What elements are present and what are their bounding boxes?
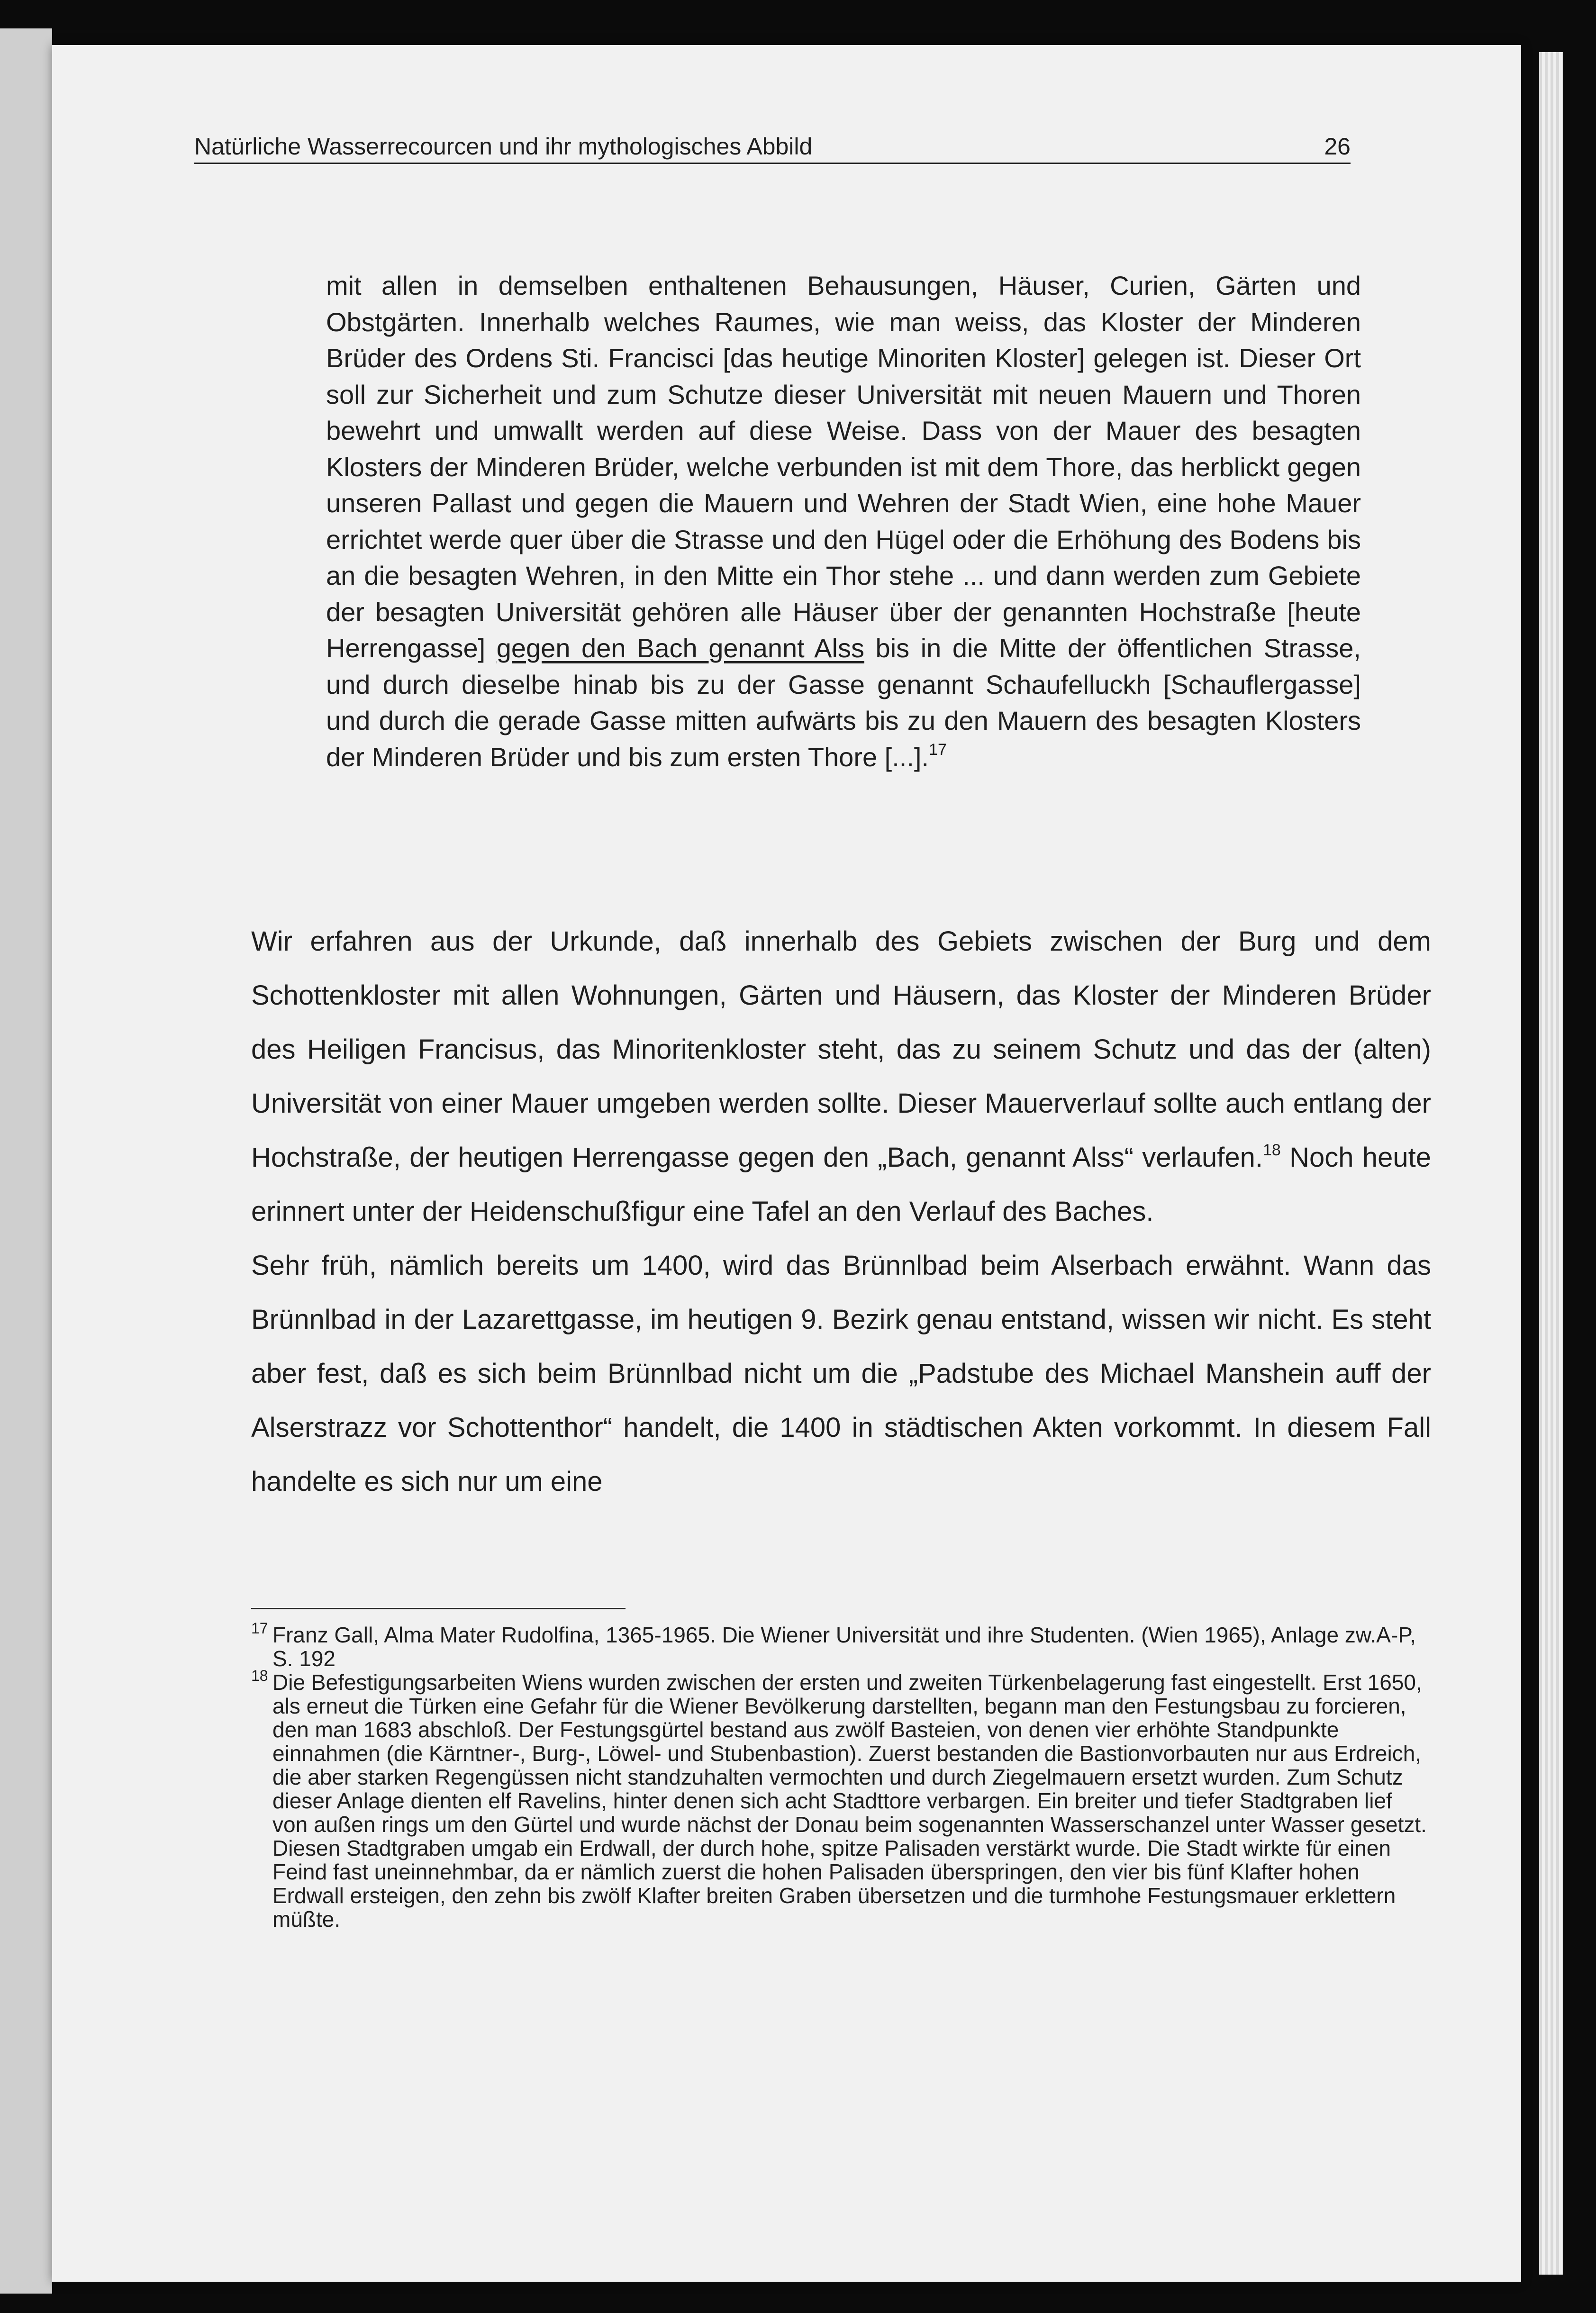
paragraph-2: Sehr früh, nämlich bereits um 1400, wird das Brünnlbad beim Alserbach erwähnt. Wann das Brünnlbad in der Lazarettgasse, im heutigen 9. Bezirk genau entstand, wissen wir nicht. Es steht aber fest, daß es sich beim Brünnlbad nicht um die „Padstube des Michael Manshein auff der Alserstrazz vor Schottenthor“ handelt, die 1400 in städtischen Akten vorkommt. In diesem Fall handelte es sich nur um eine xyxy=(251,1250,1431,1497)
footnote-text: Die Befestigungsarbeiten Wiens wurden zwischen der ersten und zweiten Türkenbelagerung fast eingestellt. Erst 1650, als erneut die Türken eine Gefahr für die Wiener Bevölkerung darstellten, begann man den Festungsbau zu forcieren, den man 1683 abschloß. Der Festungsgürtel bestand aus zwölf Basteien, von denen vier erhöhte Standpunkte einnahmen (die Kärntner-, Burg-, Löwel- und Stubenbastion). Zuerst bestanden die Bastionvorbauten nur aus Erdreich, die aber starken Regengüssen nicht standzuhalten vermochten und durch Ziegelmauern ersetzt wurden. Zum Schutz dieser Anlage dienten elf Ravelins, hinter denen sich acht Stadttore verbargen. Ein breiter und tiefer Stadtgraben lief von außen rings um den Gürtel und wurde nächst der Donau beim sogenannten Wasserschanzel unter Wasser gesetzt. Diesen Stadtgraben umgab ein Erdwall, der durch hohe, spitze Palisaden verstärkt wurde. Die Stadt wirkte für einen Feind fast uneinnehmbar, da er nämlich zuerst die hohen Palisaden überspringen, den vier bis fünf Klafter hohen Erdwall ersteigen, den zehn bis zwölf Klafter breiten Graben übersetzen und die turmhohe Festungsmauer erklettern müßte. xyxy=(272,1670,1427,1932)
paragraph-1-text-cont: Noch heute erinnert unter der Heidenschußfigur eine Tafel an den Verlauf des Baches. xyxy=(251,1142,1431,1227)
background-strip xyxy=(0,28,52,2294)
body-text xyxy=(251,915,1431,1509)
header-title: Natürliche Wasserrecourcen und ihr mythologisches Abbild xyxy=(194,133,813,160)
quote-text-cont: bis in die Mitte der öffentlichen Strasse, und durch dieselbe hinab bis zu der Gasse genannt Schaufelluckh [Schauflergasse] und durch die gerade Gasse mitten aufwärts bis zu den Mauern des besagten Klosters der Minderen Brüder und bis zum ersten Thore [...]. xyxy=(326,633,1361,772)
document-page xyxy=(52,45,1521,2282)
block-quote xyxy=(326,268,1361,775)
page-stack-edge xyxy=(1539,52,1563,2275)
footnote-marker: 18 xyxy=(251,1667,268,1684)
running-header xyxy=(194,129,1351,164)
quote-text: mit allen in demselben enthaltenen Behausungen, Häuser, Curien, Gärten und Obstgärten. Innerhalb welches Raumes, wie man weiss, das Kloster der Minderen Brüder des Ordens Sti. Francisci [das heutige Minoriten Kloster] gelegen ist. Dieser Ort soll zur Sicherheit und zum Schutze dieser Universität mit neuen Mauern und Thoren bewehrt und umwallt werden auf diese Weise. Dass von der Mauer des besagten Klosters der Minderen Brüder, welche verbunden ist mit dem Thore, das herblickt gegen unseren Pallast und gegen die Mauern und Wehren der Stadt Wien, eine hohe Mauer errichtet werde quer über die Strasse und den Hügel oder die Erhöhung des Bodens bis an die besagten Wehren, in den Mitte ein Thor stehe ... und dann werden zum Gebiete der besagten Universität gehören alle Häuser über der genannten Hochstraße [heute Herrengasse] xyxy=(326,271,1361,663)
footnote-17 xyxy=(251,1620,1431,1671)
page-number: 26 xyxy=(1324,133,1351,160)
footnote-text: Franz Gall, Alma Mater Rudolfina, 1365-1965. Die Wiener Universität und ihre Studenten. (Wien 1965), Anlage zw.A-P, S. 192 xyxy=(272,1623,1416,1671)
footnote-ref-18[interactable]: 18 xyxy=(1262,1141,1281,1159)
paragraph-1-text: Wir erfahren aus der Urkunde, daß innerhalb des Gebiets zwischen der Burg und dem Schottenkloster mit allen Wohnungen, Gärten und Häusern, das Kloster der Minderen Brüder des Heiligen Francisus, das Minoritenkloster steht, das zu seinem Schutz und das der (alten) Universität von einer Mauer umgeben werden sollte. Dieser Mauerverlauf sollte auch entlang der Hochstraße, der heutigen Herrengasse gegen den „Bach, genannt Alss“ verlaufen. xyxy=(251,926,1431,1173)
quote-underlined-text: gegen den Bach genannt Alss xyxy=(496,633,864,663)
footnote-18 xyxy=(251,1667,1431,1932)
footnotes xyxy=(251,1620,1431,1932)
footnote-marker: 17 xyxy=(251,1620,268,1637)
footnote-ref-17[interactable]: 17 xyxy=(929,740,947,759)
paragraph-1 xyxy=(251,915,1431,1239)
footnote-divider xyxy=(251,1608,626,1609)
